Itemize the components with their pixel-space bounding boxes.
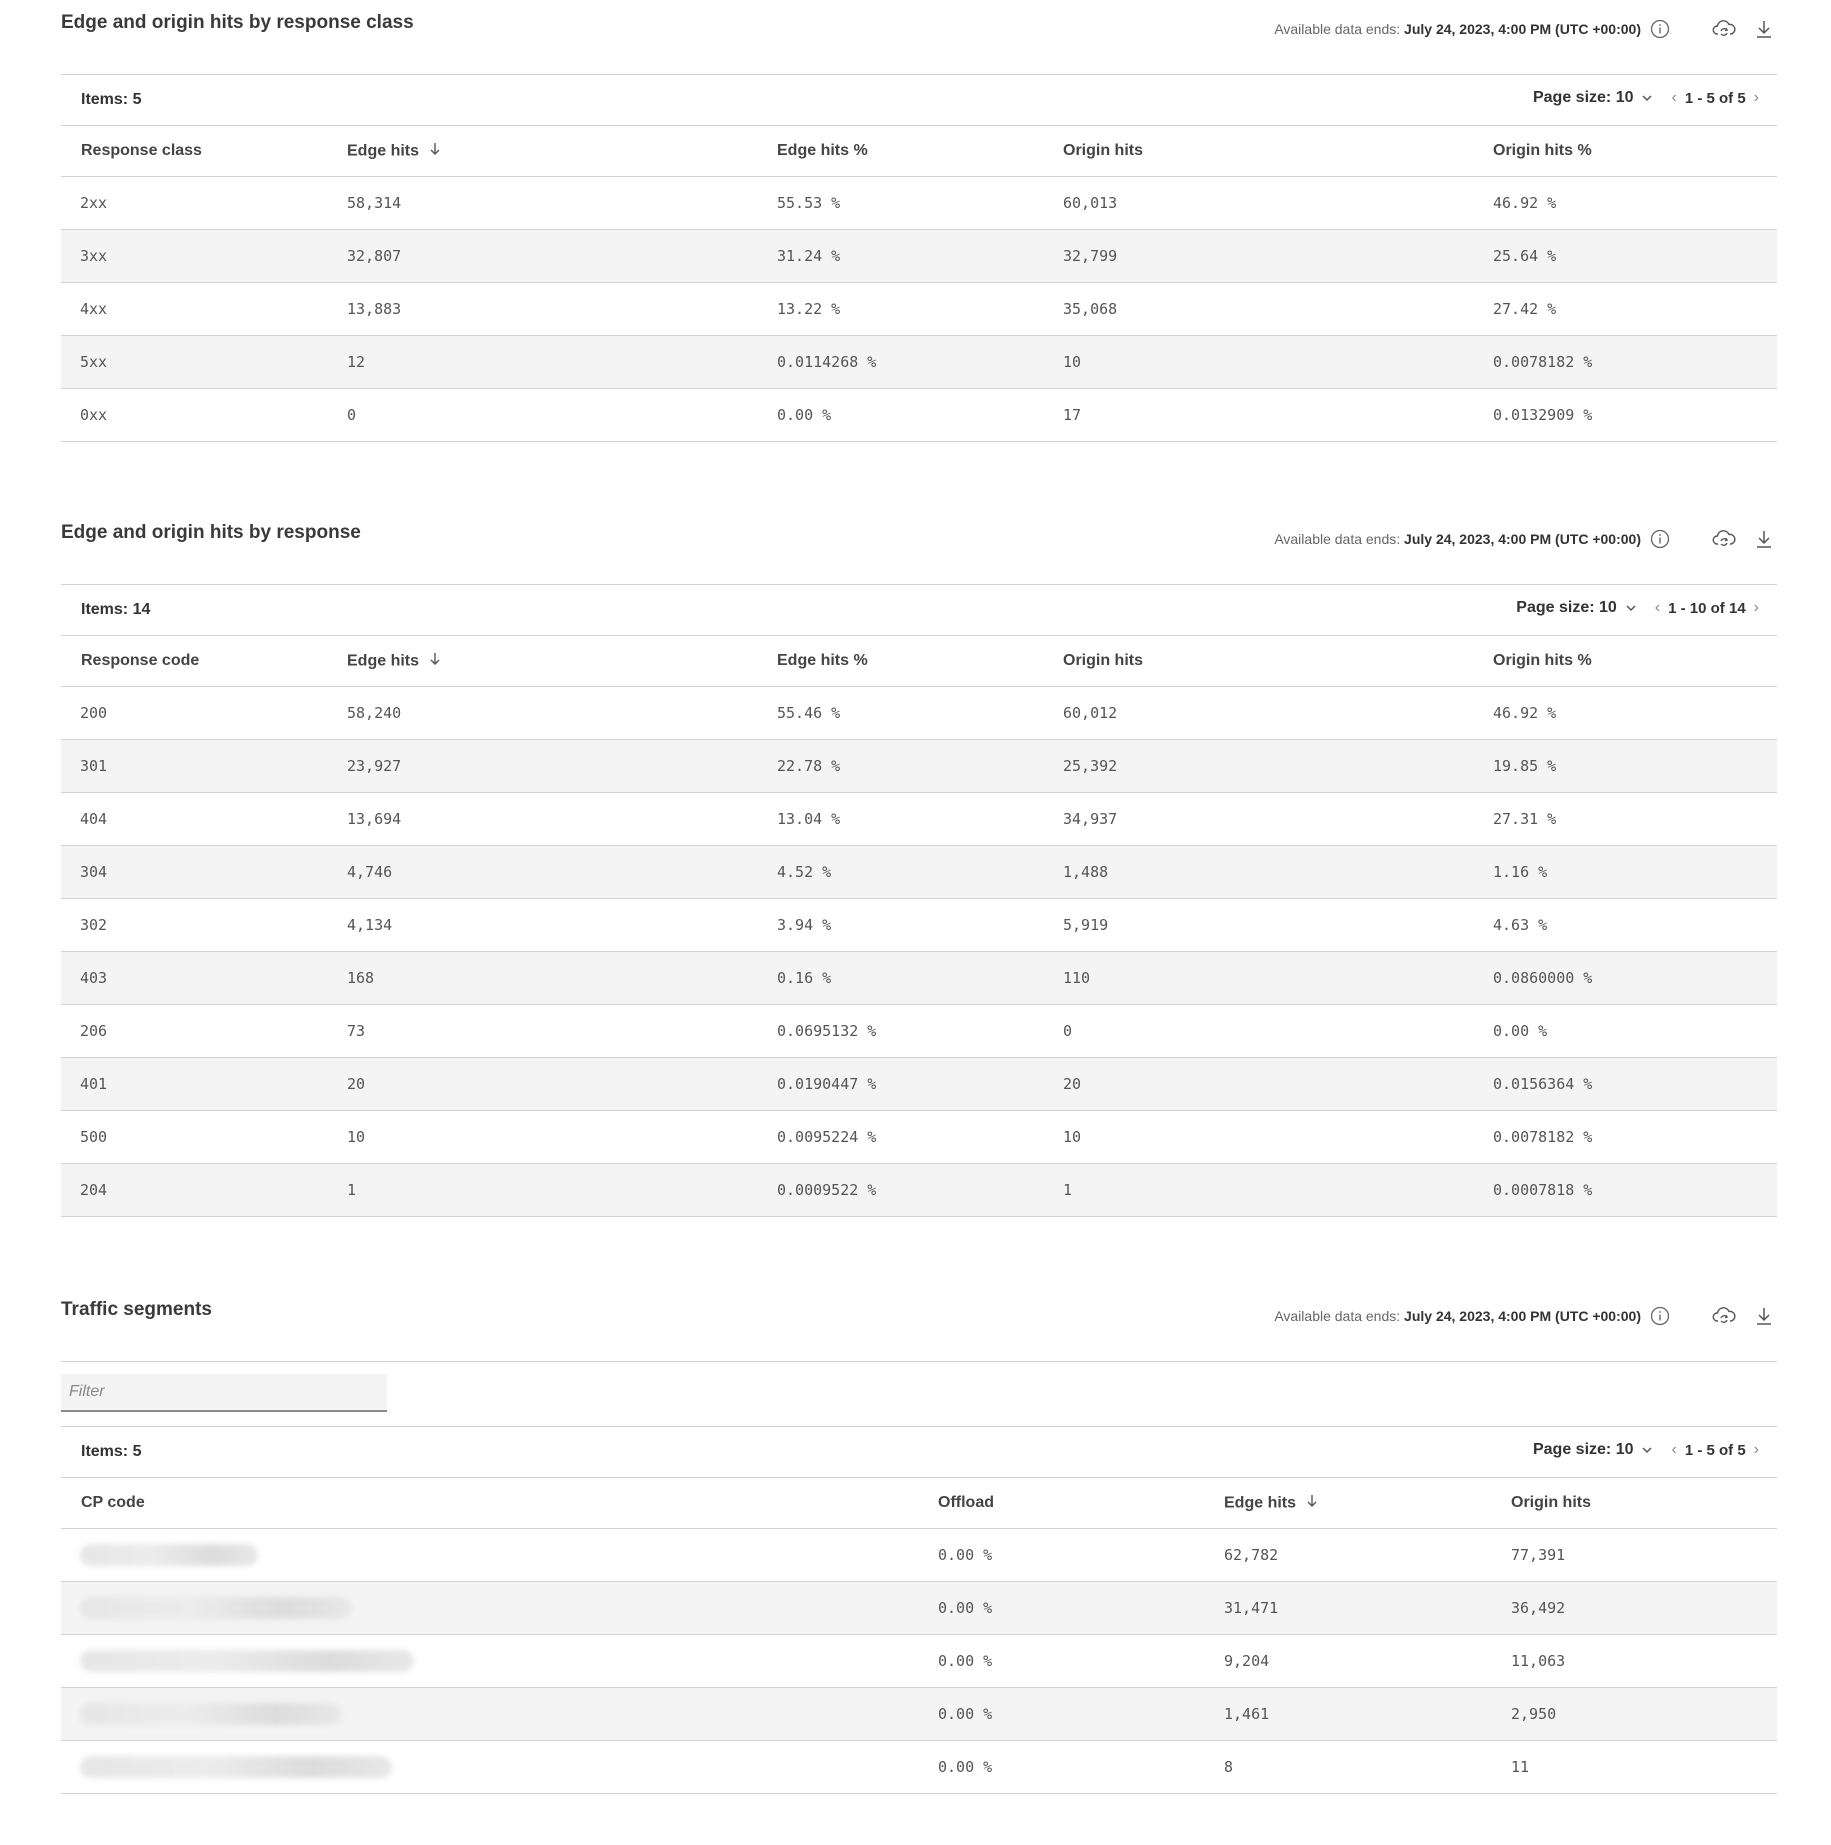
info-circle-icon[interactable] <box>1649 1305 1671 1327</box>
cell-origin-hits: 60,013 <box>1063 177 1493 230</box>
table-row <box>61 687 1777 740</box>
cell-offload: 0.00 % <box>938 1741 1224 1794</box>
cell-origin-hits: 11,063 <box>1511 1635 1777 1688</box>
cell-edge-hits: 58,240 <box>347 687 777 740</box>
cell-response-class: 0xx <box>61 389 347 442</box>
table-row <box>61 177 1777 230</box>
cell-edge-hits: 1,461 <box>1224 1688 1511 1741</box>
cell-origin-hits: 2,950 <box>1511 1688 1777 1741</box>
section-meta <box>1274 1303 1777 1329</box>
col-origin-hits[interactable]: Origin hits <box>1511 1478 1777 1529</box>
cell-origin-hits: 20 <box>1063 1058 1493 1111</box>
cell-origin-hits-pct: 0.00 % <box>1493 1005 1777 1058</box>
cell-edge-hits: 20 <box>347 1058 777 1111</box>
table-toolbar <box>61 1427 1777 1478</box>
arrow-down-icon[interactable] <box>1306 1494 1318 1513</box>
table-row <box>61 1688 1777 1741</box>
cell-edge-hits-pct: 0.16 % <box>777 952 1063 1005</box>
page-range: 1 - 10 of 14 <box>1668 599 1746 617</box>
page-size-select[interactable] <box>1533 1441 1654 1459</box>
cloud-sync-icon[interactable] <box>1711 1303 1737 1329</box>
table-row <box>61 283 1777 336</box>
table-row <box>61 1529 1777 1582</box>
cell-origin-hits: 11 <box>1511 1741 1777 1794</box>
col-response-class[interactable]: Response class <box>61 126 347 177</box>
cell-origin-hits: 1,488 <box>1063 846 1493 899</box>
cell-edge-hits: 9,204 <box>1224 1635 1511 1688</box>
chevron-right-icon[interactable]: › <box>1753 599 1759 616</box>
traffic-segments-table <box>61 1478 1777 1794</box>
response-code-table <box>61 636 1777 1217</box>
col-edge-hits-pct[interactable]: Edge hits % <box>777 126 1063 177</box>
cell-origin-hits-pct: 19.85 % <box>1493 740 1777 793</box>
available-data-text <box>1274 1308 1641 1324</box>
cell-cp-code <box>61 1635 938 1688</box>
cell-origin-hits: 1 <box>1063 1164 1493 1217</box>
cell-edge-hits-pct: 55.46 % <box>777 687 1063 740</box>
chevron-left-icon[interactable]: ‹ <box>1671 89 1677 106</box>
pagination <box>1516 599 1763 617</box>
table-row <box>61 230 1777 283</box>
col-offload[interactable]: Offload <box>938 1478 1224 1529</box>
cell-edge-hits: 10 <box>347 1111 777 1164</box>
cell-origin-hits: 110 <box>1063 952 1493 1005</box>
table-row <box>61 1741 1777 1794</box>
info-circle-icon[interactable] <box>1649 528 1671 550</box>
cell-origin-hits: 60,012 <box>1063 687 1493 740</box>
page-size-label: Page size: 10 <box>1532 89 1634 106</box>
col-edge-hits-label: Edge hits <box>347 652 420 670</box>
available-value: July 24, 2023, 4:00 PM (UTC +00:00) <box>1404 1308 1641 1324</box>
cloud-sync-icon[interactable] <box>1711 526 1737 552</box>
cell-offload: 0.00 % <box>938 1688 1224 1741</box>
table-row <box>61 1058 1777 1111</box>
cell-response-code: 206 <box>61 1005 347 1058</box>
cell-cp-code <box>61 1741 938 1794</box>
page-range: 1 - 5 of 5 <box>1684 89 1746 107</box>
cell-response-code: 200 <box>61 687 347 740</box>
available-data-text <box>1274 531 1641 547</box>
col-edge-hits[interactable] <box>347 126 777 177</box>
cell-edge-hits-pct: 13.22 % <box>777 283 1063 336</box>
section-title: Edge and origin hits by response <box>61 522 361 543</box>
cell-edge-hits: 58,314 <box>347 177 777 230</box>
cell-edge-hits: 0 <box>347 389 777 442</box>
cell-edge-hits: 12 <box>347 336 777 389</box>
cell-edge-hits-pct: 0.0695132 % <box>777 1005 1063 1058</box>
table-row <box>61 1005 1777 1058</box>
cell-edge-hits: 8 <box>1224 1741 1511 1794</box>
info-circle-icon[interactable] <box>1649 18 1671 40</box>
cell-response-code: 301 <box>61 740 347 793</box>
cell-edge-hits-pct: 0.0114268 % <box>777 336 1063 389</box>
cloud-sync-icon[interactable] <box>1711 16 1737 42</box>
cell-origin-hits: 34,937 <box>1063 793 1493 846</box>
cell-edge-hits: 31,471 <box>1224 1582 1511 1635</box>
cell-edge-hits: 13,883 <box>347 283 777 336</box>
response-class-section <box>61 0 1777 442</box>
cell-edge-hits-pct: 22.78 % <box>777 740 1063 793</box>
cell-origin-hits-pct: 25.64 % <box>1493 230 1777 283</box>
cell-response-code: 204 <box>61 1164 347 1217</box>
pagination <box>1533 89 1763 107</box>
cell-edge-hits-pct: 0.0009522 % <box>777 1164 1063 1217</box>
cell-edge-hits: 13,694 <box>347 793 777 846</box>
section-header <box>61 0 1777 75</box>
cell-response-code: 500 <box>61 1111 347 1164</box>
table-row <box>61 793 1777 846</box>
download-icon[interactable] <box>1751 1303 1777 1329</box>
col-cp-code[interactable]: CP code <box>61 1478 938 1529</box>
arrow-down-icon[interactable] <box>429 652 441 671</box>
cell-edge-hits-pct: 3.94 % <box>777 899 1063 952</box>
cell-origin-hits-pct: 0.0132909 % <box>1493 389 1777 442</box>
cell-response-class: 2xx <box>61 177 347 230</box>
section-meta <box>1274 526 1777 552</box>
col-origin-hits-pct[interactable]: Origin hits % <box>1493 126 1777 177</box>
col-origin-hits-pct[interactable]: Origin hits % <box>1493 636 1777 687</box>
cell-edge-hits: 4,746 <box>347 846 777 899</box>
section-title: Traffic segments <box>61 1299 212 1320</box>
download-icon[interactable] <box>1751 16 1777 42</box>
chevron-right-icon[interactable]: › <box>1753 1441 1759 1458</box>
download-icon[interactable] <box>1751 526 1777 552</box>
available-data-text <box>1274 21 1641 37</box>
table-row <box>61 1635 1777 1688</box>
chevron-left-icon[interactable]: ‹ <box>1654 599 1661 616</box>
table-row <box>61 336 1777 389</box>
cell-origin-hits-pct: 46.92 % <box>1493 687 1777 740</box>
cell-response-class: 3xx <box>61 230 347 283</box>
table-header-row <box>61 126 1777 177</box>
available-value: July 24, 2023, 4:00 PM (UTC +00:00) <box>1404 21 1641 37</box>
col-edge-hits-label: Edge hits <box>347 142 420 160</box>
cell-edge-hits-pct: 0.0190447 % <box>777 1058 1063 1111</box>
cell-offload: 0.00 % <box>938 1529 1224 1582</box>
col-edge-hits[interactable] <box>347 636 777 687</box>
cell-cp-code <box>61 1688 938 1741</box>
col-edge-hits-label: Edge hits <box>1224 1494 1297 1512</box>
cell-origin-hits: 10 <box>1063 336 1493 389</box>
table-row <box>61 1164 1777 1217</box>
cell-edge-hits: 168 <box>347 952 777 1005</box>
redacted-cp-code <box>80 1544 258 1566</box>
col-response-code[interactable]: Response code <box>61 636 347 687</box>
table-row <box>61 899 1777 952</box>
cell-edge-hits: 1 <box>347 1164 777 1217</box>
cell-origin-hits: 0 <box>1063 1005 1493 1058</box>
chevron-right-icon[interactable]: › <box>1753 89 1759 106</box>
cell-origin-hits-pct: 27.31 % <box>1493 793 1777 846</box>
cell-origin-hits: 10 <box>1063 1111 1493 1164</box>
col-origin-hits[interactable]: Origin hits <box>1063 636 1493 687</box>
cell-edge-hits: 4,134 <box>347 899 777 952</box>
cell-origin-hits-pct: 27.42 % <box>1493 283 1777 336</box>
cell-origin-hits: 25,392 <box>1063 740 1493 793</box>
items-count: Items: 5 <box>81 91 142 108</box>
redacted-cp-code <box>80 1597 352 1619</box>
table-toolbar <box>61 75 1777 126</box>
cell-offload: 0.00 % <box>938 1635 1224 1688</box>
cell-origin-hits-pct: 0.0078182 % <box>1493 1111 1777 1164</box>
section-header <box>61 1287 1777 1362</box>
response-code-section <box>61 510 1777 1217</box>
cell-edge-hits-pct: 55.53 % <box>777 177 1063 230</box>
page-size-select[interactable] <box>1516 599 1637 617</box>
page-size-label: Page size: 10 <box>1516 599 1617 616</box>
cell-edge-hits-pct: 4.52 % <box>777 846 1063 899</box>
cell-origin-hits-pct: 0.0078182 % <box>1493 336 1777 389</box>
cell-origin-hits-pct: 0.0156364 % <box>1493 1058 1777 1111</box>
available-label: Available data ends: <box>1274 21 1401 37</box>
page-range: 1 - 5 of 5 <box>1684 1441 1746 1459</box>
table-header-row <box>61 1478 1777 1529</box>
col-edge-hits[interactable] <box>1224 1478 1511 1529</box>
page-size-select[interactable] <box>1533 89 1654 107</box>
filter-row <box>61 1362 1777 1427</box>
cell-response-code: 401 <box>61 1058 347 1111</box>
cell-origin-hits: 17 <box>1063 389 1493 442</box>
table-toolbar <box>61 585 1777 636</box>
cell-response-code: 302 <box>61 899 347 952</box>
section-title: Edge and origin hits by response class <box>61 12 414 33</box>
arrow-down-icon[interactable] <box>429 142 441 161</box>
cell-edge-hits: 62,782 <box>1224 1529 1511 1582</box>
cell-response-code: 404 <box>61 793 347 846</box>
section-header <box>61 510 1777 585</box>
cell-response-class: 4xx <box>61 283 347 336</box>
table-row <box>61 1111 1777 1164</box>
table-row <box>61 740 1777 793</box>
redacted-cp-code <box>80 1650 414 1672</box>
cell-origin-hits-pct: 1.16 % <box>1493 846 1777 899</box>
chevron-down-icon <box>1641 89 1653 107</box>
cell-response-class: 5xx <box>61 336 347 389</box>
items-count: Items: 5 <box>81 1443 142 1460</box>
cell-origin-hits: 32,799 <box>1063 230 1493 283</box>
redacted-cp-code <box>80 1756 392 1778</box>
cell-response-code: 304 <box>61 846 347 899</box>
items-count: Items: 14 <box>81 601 151 618</box>
cell-offload: 0.00 % <box>938 1582 1224 1635</box>
available-label: Available data ends: <box>1274 1308 1401 1324</box>
cell-origin-hits-pct: 4.63 % <box>1493 899 1777 952</box>
redacted-cp-code <box>80 1703 342 1725</box>
cell-origin-hits-pct: 0.0860000 % <box>1493 952 1777 1005</box>
cell-origin-hits: 36,492 <box>1511 1582 1777 1635</box>
filter-input[interactable] <box>61 1374 387 1412</box>
cell-cp-code <box>61 1529 938 1582</box>
cell-edge-hits: 32,807 <box>347 230 777 283</box>
pagination <box>1533 1441 1763 1459</box>
cell-edge-hits-pct: 13.04 % <box>777 793 1063 846</box>
section-meta <box>1274 16 1777 42</box>
traffic-segments-section <box>61 1287 1777 1794</box>
cell-origin-hits-pct: 46.92 % <box>1493 177 1777 230</box>
cell-cp-code <box>61 1582 938 1635</box>
table-row <box>61 952 1777 1005</box>
cell-response-code: 403 <box>61 952 347 1005</box>
available-value: July 24, 2023, 4:00 PM (UTC +00:00) <box>1404 531 1641 547</box>
cell-edge-hits-pct: 31.24 % <box>777 230 1063 283</box>
table-row <box>61 1582 1777 1635</box>
cell-edge-hits-pct: 0.00 % <box>777 389 1063 442</box>
cell-edge-hits: 73 <box>347 1005 777 1058</box>
table-header-row <box>61 636 1777 687</box>
col-edge-hits-pct[interactable]: Edge hits % <box>777 636 1063 687</box>
available-label: Available data ends: <box>1274 531 1401 547</box>
cell-origin-hits: 5,919 <box>1063 899 1493 952</box>
table-row <box>61 846 1777 899</box>
cell-edge-hits-pct: 0.0095224 % <box>777 1111 1063 1164</box>
cell-origin-hits: 35,068 <box>1063 283 1493 336</box>
page-size-label: Page size: 10 <box>1532 1441 1634 1458</box>
chevron-down-icon <box>1641 1441 1653 1459</box>
chevron-down-icon <box>1625 599 1637 617</box>
chevron-left-icon[interactable]: ‹ <box>1671 1441 1677 1458</box>
cell-origin-hits-pct: 0.0007818 % <box>1493 1164 1777 1217</box>
table-row <box>61 389 1777 442</box>
cell-origin-hits: 77,391 <box>1511 1529 1777 1582</box>
col-origin-hits[interactable]: Origin hits <box>1063 126 1493 177</box>
response-class-table <box>61 126 1777 442</box>
cell-edge-hits: 23,927 <box>347 740 777 793</box>
